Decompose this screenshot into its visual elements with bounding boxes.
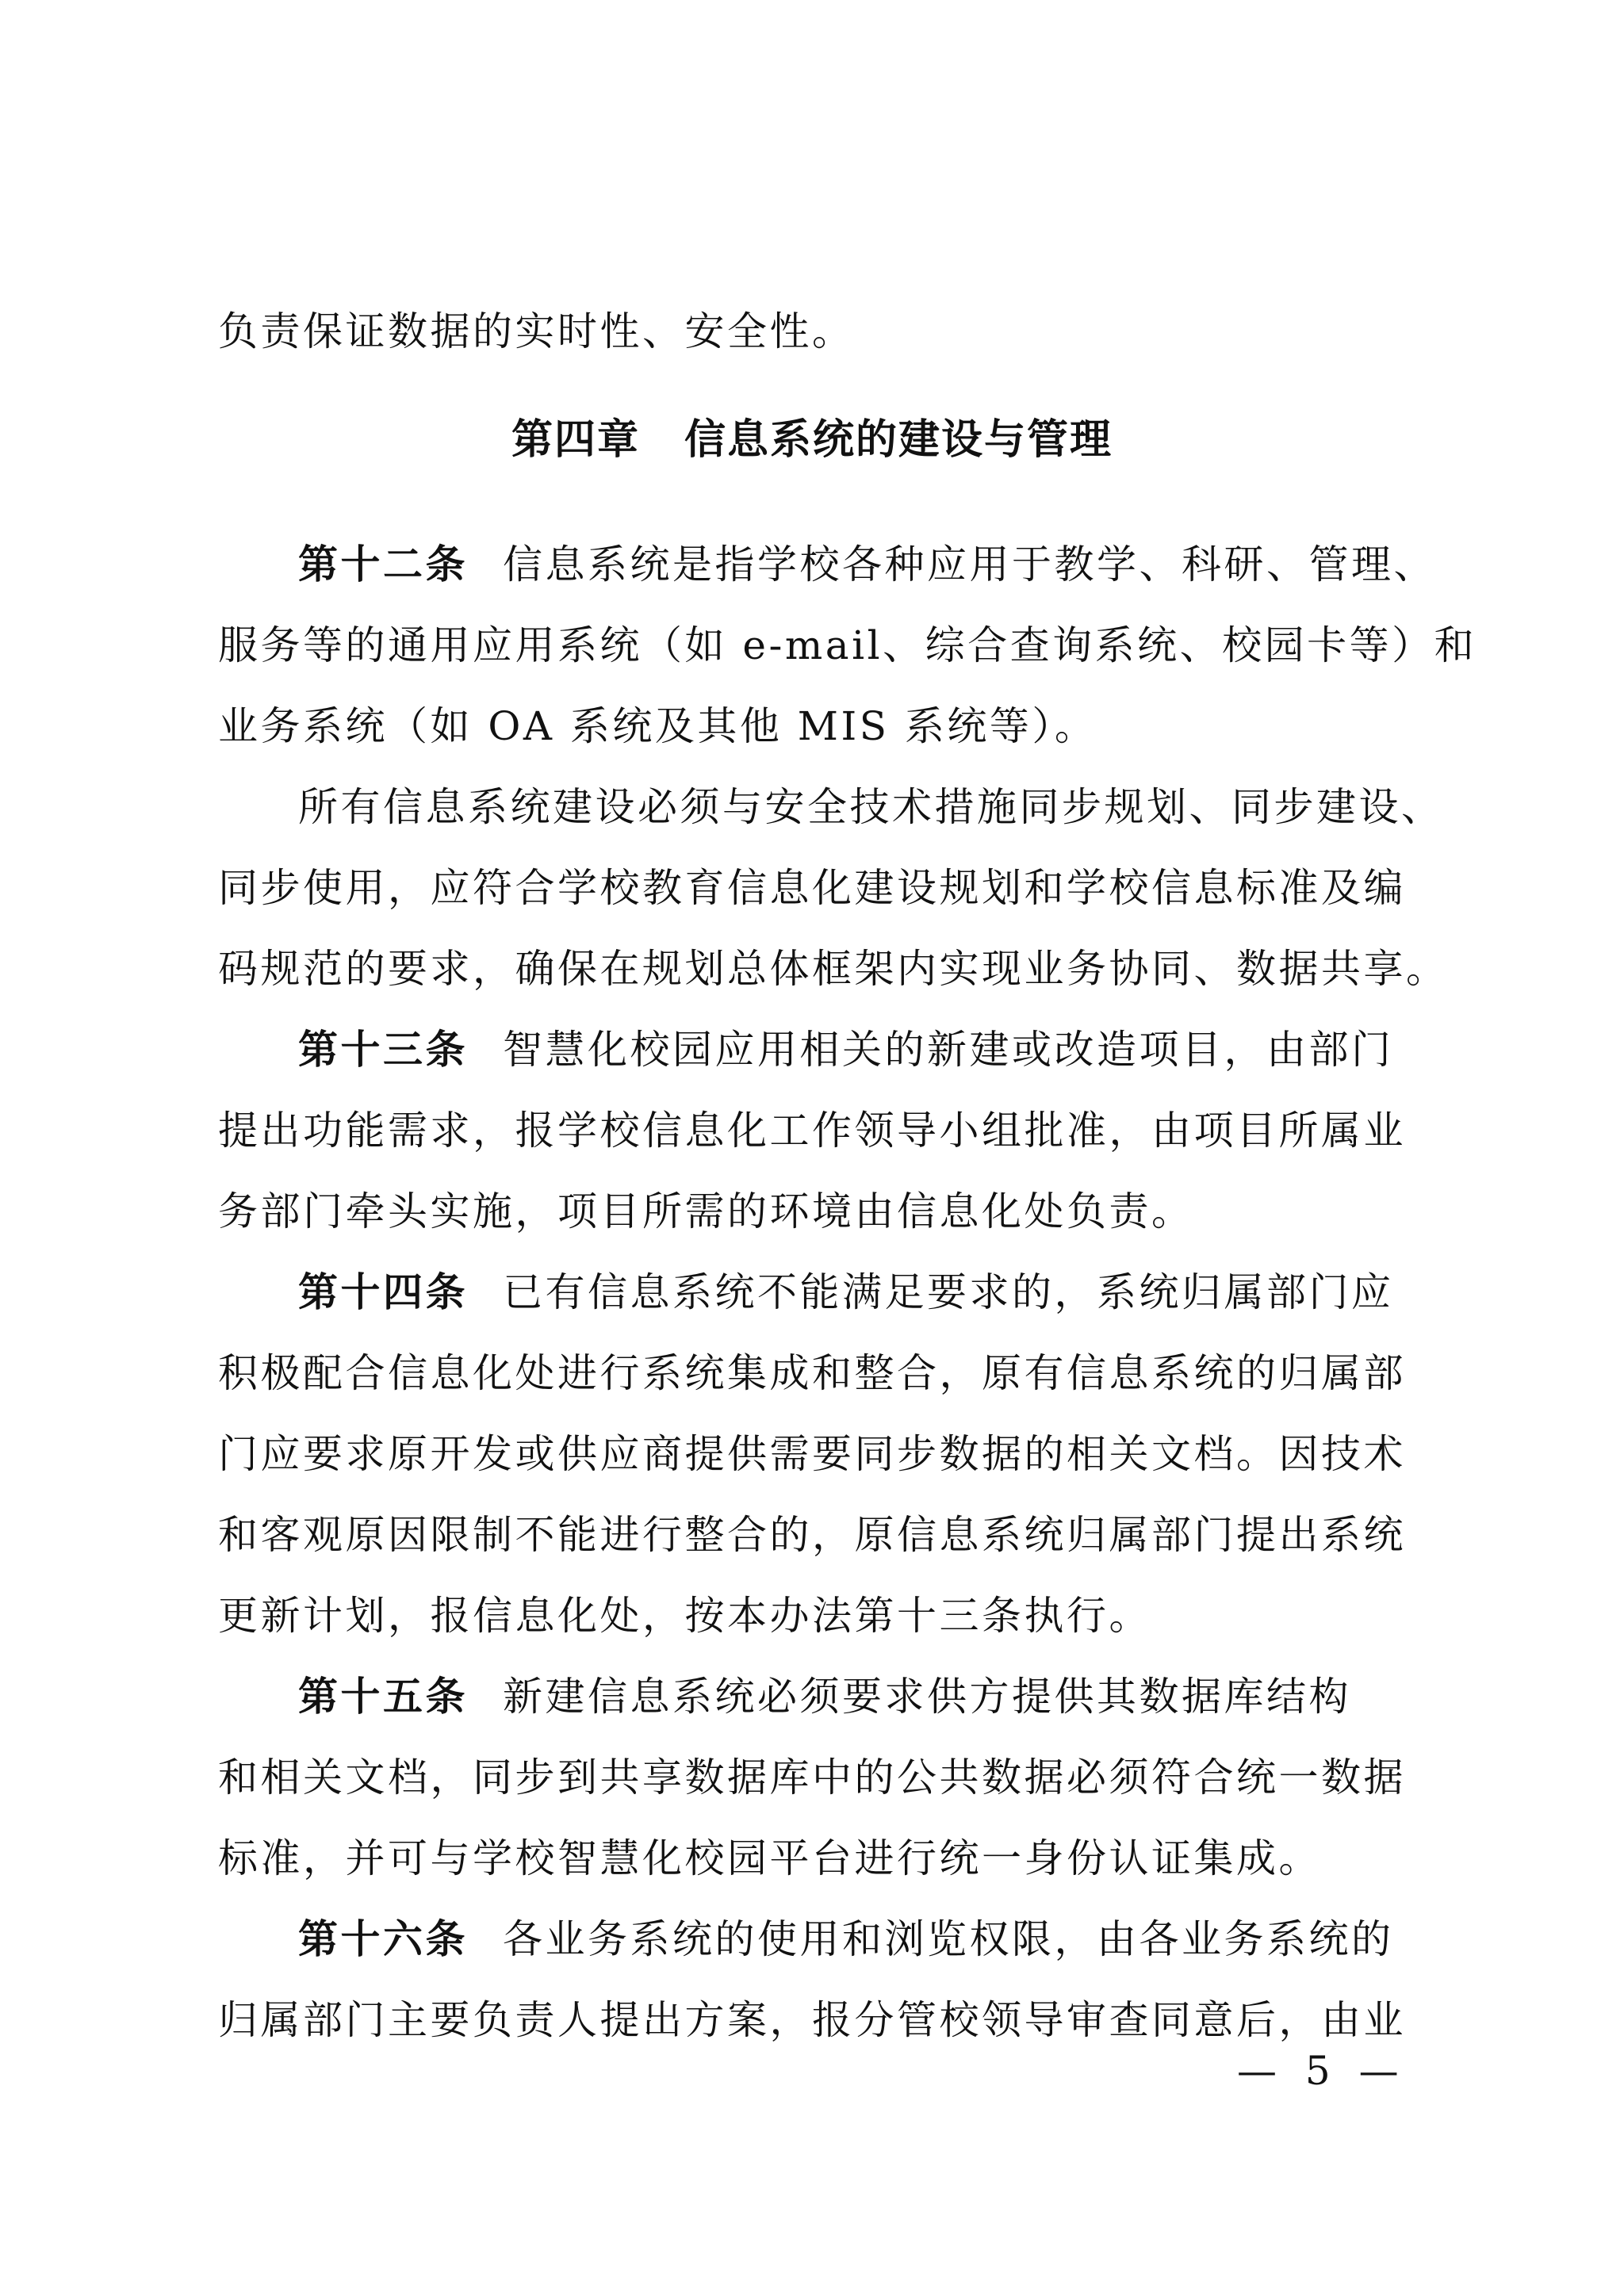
article-12-line-3 [218,702,1423,750]
article-13-line-3 [218,1188,1423,1235]
article-16-line-1 [298,1915,1503,1963]
article-15-line-2 [218,1754,1423,1801]
article-14-line-4 [218,1511,1423,1559]
article-13-line-1 [298,1026,1503,1073]
article-13-text-2: 提出功能需求，报学校信息化工作领导小组批准，由项目所属业 [218,1108,1406,1154]
article-14-line-5 [218,1592,1423,1640]
paragraph-12b-line-3 [218,945,1449,993]
paragraph-12b-line-1 [298,783,1503,831]
article-15-text-3: 标准，并可与学校智慧化校园平台进行统一身份认证集成。 [218,1835,1321,1881]
article-13-text-3: 务部门牵头实施，项目所需的环境由信息化处负责。 [218,1188,1194,1234]
page-number: — 5 — [1237,2048,1407,2094]
article-12-text-3: 业务系统（如 OA 系统及其他 MIS 系统等）。 [218,703,1097,749]
article-14-text-1: 已有信息系统不能满足要求的，系统归属部门应 [503,1269,1394,1315]
article-14-heading: 第十四条 [298,1269,468,1315]
article-16-line-2 [218,1996,1423,2044]
article-16-text-1: 各业务系统的使用和浏览权限，由各业务系统的 [503,1916,1394,1962]
article-12-text-2: 服务等的通用应用系统（如 e-mail、综合查询系统、校园卡等）和 [218,622,1477,668]
chapter-number: 第四章 [511,416,640,464]
article-12-heading: 第十二条 [298,541,468,587]
article-15-text-2: 和相关文档，同步到共享数据库中的公共数据必须符合统一数据 [218,1755,1406,1800]
article-16-heading: 第十六条 [298,1916,468,1962]
article-14-line-3 [218,1430,1423,1478]
article-15-line-3 [218,1835,1423,1882]
article-15-line-1 [298,1673,1503,1720]
paragraph-12b-text-3: 码规范的要求，确保在规划总体框架内实现业务协同、数据共享。 [218,946,1449,992]
paragraph-12b-text-2: 同步使用，应符合学校教育信息化建设规划和学校信息标准及编 [218,865,1406,911]
chapter-title: 信息系统的建设与管理 [684,416,1113,464]
article-12-line-2 [218,622,1477,669]
article-14-text-4: 和客观原因限制不能进行整合的，原信息系统归属部门提出系统 [218,1512,1406,1558]
paragraph-12b-line-2 [218,864,1423,912]
article-15-text-1: 新建信息系统必须要求供方提供其数据库结构 [503,1674,1351,1720]
article-14-line-1 [298,1269,1503,1316]
article-14-text-3: 门应要求原开发或供应商提供需要同步数据的相关文档。因技术 [218,1431,1406,1477]
article-13-line-2 [218,1107,1423,1154]
chapter-heading [0,415,1624,465]
article-12-line-1 [298,541,1503,588]
article-13-text-1: 智慧化校园应用相关的新建或改造项目，由部门 [503,1027,1394,1073]
article-12-text-1: 信息系统是指学校各种应用于教学、科研、管理、 [503,541,1436,587]
paragraph-12b-text-1: 所有信息系统建设必须与安全技术措施同步规划、同步建设、 [298,784,1444,830]
article-16-text-2: 归属部门主要负责人提出方案，报分管校领导审查同意后，由业 [218,1997,1406,2043]
article-14-text-5: 更新计划，报信息化处，按本办法第十三条执行。 [218,1593,1151,1639]
article-13-heading: 第十三条 [298,1027,468,1073]
article-14-line-2 [218,1349,1423,1397]
intro-text: 负责保证数据的实时性、安全性。 [218,308,855,354]
article-14-text-2: 积极配合信息化处进行系统集成和整合，原有信息系统的归属部 [218,1350,1406,1396]
article-15-heading: 第十五条 [298,1674,468,1720]
intro-line [218,308,1423,355]
